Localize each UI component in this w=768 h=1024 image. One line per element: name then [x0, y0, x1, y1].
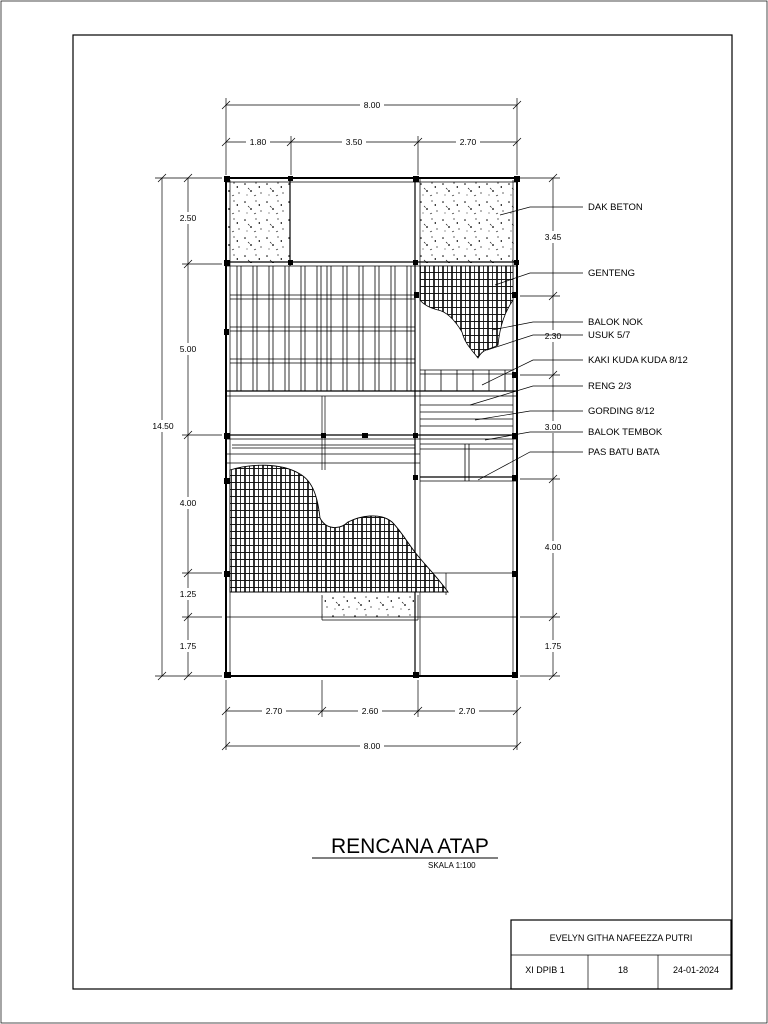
dim-right-seg-1: 3.45: [544, 232, 562, 242]
concrete-slab-bottom: [322, 592, 418, 618]
legend-balok-tembok: BALOK TEMBOK: [588, 427, 663, 438]
dim-right-seg-2: 2.30: [544, 331, 562, 341]
tile-patch-right: [420, 266, 513, 358]
dim-right-seg-3: 3.00: [544, 422, 562, 432]
drawing-title: RENCANA ATAP: [331, 835, 489, 858]
title-block-number: 18: [617, 965, 629, 975]
drawing-scale: SKALA 1:100: [428, 861, 476, 870]
dim-left-overall: 14.50: [152, 421, 174, 431]
dim-top-seg-3: 2.70: [459, 137, 477, 147]
dim-right-seg-5: 1.75: [544, 641, 562, 651]
page-border: [1, 1, 767, 1023]
dim-left-seg-4: 1.25: [179, 589, 197, 599]
dim-left-seg-3: 4.00: [179, 498, 197, 508]
legend-gording: GORDING 8/12: [588, 406, 655, 417]
legend-balok-nok: BALOK NOK: [588, 317, 643, 328]
concrete-slab-left: [228, 180, 290, 263]
dim-bottom-seg-2: 2.60: [361, 706, 379, 716]
legend-pas-batu-bata: PAS BATU BATA: [588, 447, 660, 458]
rafters: [237, 266, 411, 391]
dim-bottom-seg-3: 2.70: [458, 706, 476, 716]
concrete-slab-right: [418, 180, 514, 263]
dim-top-seg-1: 1.80: [249, 137, 267, 147]
legend-reng: RENG 2/3: [588, 381, 632, 392]
roof-plan: [224, 176, 520, 678]
dim-left-seg-5: 1.75: [179, 641, 197, 651]
legend-usuk: USUK 5/7: [588, 330, 631, 341]
dim-left-seg-2: 5.00: [179, 344, 197, 354]
dim-bottom-overall: 8.00: [363, 741, 381, 751]
legend-genteng: GENTENG: [588, 268, 635, 279]
legend-dak-beton: DAK BETON: [588, 202, 643, 213]
dim-top-overall: 8.00: [363, 100, 381, 110]
dim-bottom-seg-1: 2.70: [265, 706, 283, 716]
title-block-date: 24-01-2024: [672, 965, 720, 975]
title-block-class: XI DPIB 1: [525, 965, 565, 975]
title-block: [511, 920, 731, 989]
title-block-name: EVELYN GITHA NAFEEZZA PUTRI: [549, 933, 693, 943]
legend-kaki-kuda-kuda: KAKI KUDA KUDA 8/12: [588, 355, 688, 366]
dim-top-seg-2: 3.50: [345, 137, 363, 147]
dim-right-seg-4: 4.00: [544, 542, 562, 552]
dim-left-seg-1: 2.50: [179, 213, 197, 223]
